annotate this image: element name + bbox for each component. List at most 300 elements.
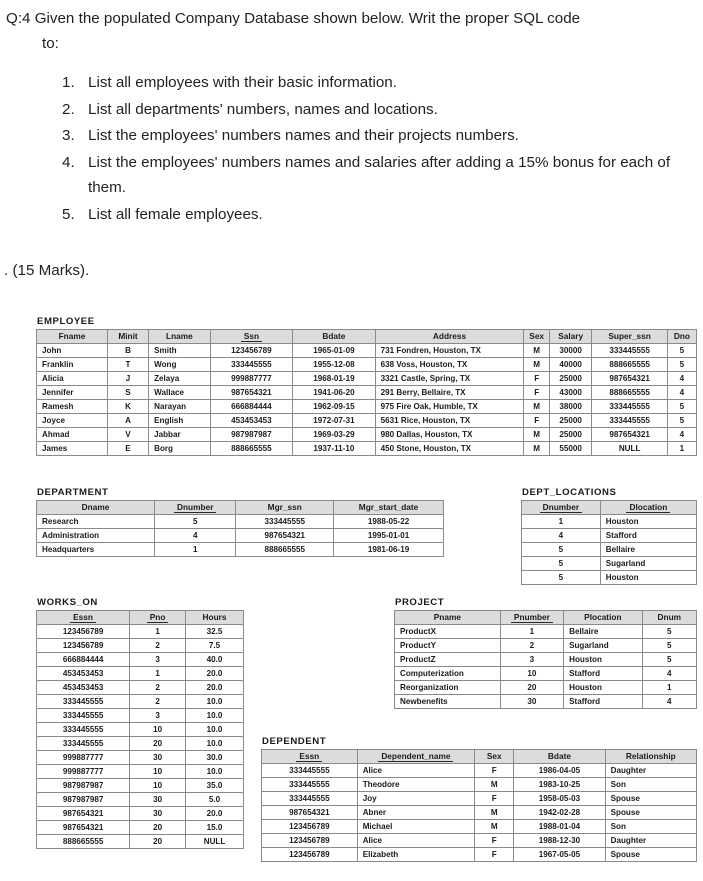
relation-works-on (36, 597, 244, 849)
cell-ssn: 666884444 (210, 400, 292, 414)
table-row (262, 764, 697, 778)
table-employee (36, 329, 697, 456)
relation-dependent (261, 736, 697, 862)
cell-lname: Smith (149, 344, 211, 358)
table-row (37, 442, 697, 456)
table-body (37, 344, 697, 456)
column-header-sex: Sex (475, 750, 514, 764)
cell-sex: M (475, 820, 514, 834)
table-row (37, 543, 444, 557)
cell-pname: Computerization (395, 667, 501, 681)
cell-essn: 453453453 (37, 681, 130, 695)
cell-pno: 3 (130, 653, 186, 667)
relation-project (394, 597, 697, 709)
question-item: List all female employees. (88, 205, 263, 223)
relation-department (36, 487, 444, 557)
table-row (522, 571, 697, 585)
table-row (37, 807, 244, 821)
table-row (37, 400, 697, 414)
cell-dlocation: Stafford (600, 529, 696, 543)
cell-bdate: 1942-02-28 (514, 806, 605, 820)
cell-dlocation: Houston (600, 515, 696, 529)
table-head (37, 611, 244, 625)
cell-relationship: Daughter (605, 834, 696, 848)
column-header-pno: Pno (130, 611, 186, 625)
column-header-dnumber: Dnumber (155, 501, 236, 515)
cell-dnum: 1 (642, 681, 696, 695)
cell-dname: Research (37, 515, 155, 529)
cell-sex: F (524, 414, 550, 428)
cell-essn: 987987987 (37, 793, 130, 807)
table-row (395, 653, 697, 667)
cell-essn: 333445555 (262, 792, 358, 806)
column-header-dnumber: Dnumber (522, 501, 601, 515)
table-row (37, 765, 244, 779)
column-header-minit: Minit (107, 330, 148, 344)
cell-sex: F (524, 372, 550, 386)
cell-pname: Newbenefits (395, 695, 501, 709)
cell-ssn: 987987987 (210, 428, 292, 442)
header-row (262, 750, 697, 764)
cell-bdate: 1965-01-09 (293, 344, 375, 358)
cell-bdate: 1972-07-31 (293, 414, 375, 428)
cell-ssn: 123456789 (210, 344, 292, 358)
table-row (37, 821, 244, 835)
cell-essn: 999887777 (37, 751, 130, 765)
cell-ssn: 999887777 (210, 372, 292, 386)
cell-bdate: 1962-09-15 (293, 400, 375, 414)
cell-salary: 43000 (549, 386, 591, 400)
table-row (37, 639, 244, 653)
cell-relationship: Spouse (605, 792, 696, 806)
cell-pno: 3 (130, 709, 186, 723)
cell-minit: K (107, 400, 148, 414)
table-department (36, 500, 444, 557)
cell-dno: 5 (667, 400, 696, 414)
question-item: List all departments' numbers, names and locations. (88, 100, 438, 118)
cell-dlocation: Bellaire (600, 543, 696, 557)
column-header-fname: Fname (37, 330, 108, 344)
cell-super_ssn: 333445555 (592, 414, 668, 428)
cell-essn: 123456789 (262, 848, 358, 862)
cell-salary: 25000 (549, 372, 591, 386)
cell-lname: Zelaya (149, 372, 211, 386)
cell-lname: Borg (149, 442, 211, 456)
relation-title-project: PROJECT (395, 597, 445, 608)
cell-ssn: 333445555 (210, 358, 292, 372)
question-item: List the employees' numbers names and salaries after adding a 15% bonus for each of them. (88, 153, 671, 196)
cell-pno: 30 (130, 793, 186, 807)
cell-hours: NULL (186, 835, 244, 849)
cell-salary: 40000 (549, 358, 591, 372)
table-works-on (36, 610, 244, 849)
cell-fname: Alicia (37, 372, 108, 386)
cell-pnumber: 30 (500, 695, 563, 709)
column-header-plocation: Plocation (564, 611, 643, 625)
cell-plocation: Stafford (564, 667, 643, 681)
cell-pno: 30 (130, 807, 186, 821)
cell-essn: 987987987 (37, 779, 130, 793)
table-row (37, 529, 444, 543)
column-header-essn: Essn (37, 611, 130, 625)
marks-label: . (15 Marks). (4, 262, 90, 279)
table-row (37, 667, 244, 681)
cell-dlocation: Sugarland (600, 557, 696, 571)
column-header-super_ssn: Super_ssn (592, 330, 668, 344)
table-head (395, 611, 697, 625)
cell-dependent_name: Michael (357, 820, 474, 834)
table-row (37, 751, 244, 765)
column-header-sex: Sex (524, 330, 550, 344)
cell-dnum: 4 (642, 695, 696, 709)
cell-plocation: Houston (564, 653, 643, 667)
cell-plocation: Bellaire (564, 625, 643, 639)
cell-dependent_name: Alice (357, 834, 474, 848)
table-row (37, 625, 244, 639)
cell-essn: 333445555 (37, 709, 130, 723)
table-row (37, 358, 697, 372)
cell-address: 638 Voss, Houston, TX (375, 358, 524, 372)
cell-dnumber: 1 (155, 543, 236, 557)
cell-pno: 10 (130, 765, 186, 779)
cell-sex: M (524, 442, 550, 456)
cell-relationship: Spouse (605, 806, 696, 820)
question-heading (0, 0, 703, 56)
question-item-list (0, 70, 703, 227)
cell-essn: 123456789 (37, 625, 130, 639)
cell-pno: 10 (130, 779, 186, 793)
cell-ssn: 453453453 (210, 414, 292, 428)
cell-dependent_name: Joy (357, 792, 474, 806)
cell-minit: V (107, 428, 148, 442)
cell-essn: 987654321 (262, 806, 358, 820)
cell-hours: 10.0 (186, 765, 244, 779)
cell-hours: 32.5 (186, 625, 244, 639)
table-body (262, 764, 697, 862)
cell-sex: M (475, 778, 514, 792)
column-header-hours: Hours (186, 611, 244, 625)
cell-pno: 30 (130, 751, 186, 765)
cell-dnumber: 5 (155, 515, 236, 529)
cell-mgr_start_date: 1988-05-22 (334, 515, 444, 529)
cell-fname: Jennifer (37, 386, 108, 400)
cell-essn: 888665555 (37, 835, 130, 849)
cell-super_ssn: 987654321 (592, 428, 668, 442)
relation-dept-locations (521, 487, 697, 585)
cell-pno: 20 (130, 835, 186, 849)
cell-fname: John (37, 344, 108, 358)
question-heading-line1: Q:4 Given the populated Company Database shown below. Writ the proper SQL code (6, 10, 581, 27)
cell-fname: Ramesh (37, 400, 108, 414)
cell-sex: M (524, 358, 550, 372)
cell-dnumber: 4 (155, 529, 236, 543)
cell-essn: 333445555 (262, 764, 358, 778)
cell-pname: Reorganization (395, 681, 501, 695)
cell-essn: 987654321 (37, 807, 130, 821)
cell-dnumber: 4 (522, 529, 601, 543)
column-header-dlocation: Dlocation (600, 501, 696, 515)
cell-dno: 5 (667, 358, 696, 372)
header-row (522, 501, 697, 515)
column-header-dno: Dno (667, 330, 696, 344)
cell-hours: 40.0 (186, 653, 244, 667)
table-row (37, 709, 244, 723)
table-body (37, 625, 244, 849)
cell-hours: 20.0 (186, 681, 244, 695)
cell-bdate: 1988-01-04 (514, 820, 605, 834)
relation-title-dept-locations: DEPT_LOCATIONS (522, 487, 617, 498)
cell-mgr_ssn: 888665555 (236, 543, 334, 557)
cell-bdate: 1941-06-20 (293, 386, 375, 400)
cell-address: 980 Dallas, Houston, TX (375, 428, 524, 442)
cell-pno: 1 (130, 667, 186, 681)
cell-dependent_name: Elizabeth (357, 848, 474, 862)
table-row (37, 344, 697, 358)
cell-hours: 7.5 (186, 639, 244, 653)
cell-address: 450 Stone, Houston, TX (375, 442, 524, 456)
cell-dnum: 4 (642, 667, 696, 681)
cell-dependent_name: Theodore (357, 778, 474, 792)
relation-title-department: DEPARTMENT (37, 487, 109, 498)
cell-pname: ProductX (395, 625, 501, 639)
table-row (37, 695, 244, 709)
cell-essn: 453453453 (37, 667, 130, 681)
cell-lname: Jabbar (149, 428, 211, 442)
cell-dname: Administration (37, 529, 155, 543)
table-row (37, 515, 444, 529)
cell-pname: ProductZ (395, 653, 501, 667)
cell-essn: 333445555 (37, 737, 130, 751)
cell-lname: Wallace (149, 386, 211, 400)
cell-sex: M (524, 428, 550, 442)
column-header-essn: Essn (262, 750, 358, 764)
table-row (37, 793, 244, 807)
cell-super_ssn: 888665555 (592, 386, 668, 400)
column-header-ssn: Ssn (210, 330, 292, 344)
cell-bdate: 1937-11-10 (293, 442, 375, 456)
header-row (37, 330, 697, 344)
table-row (262, 820, 697, 834)
cell-fname: Joyce (37, 414, 108, 428)
table-row (37, 681, 244, 695)
cell-salary: 25000 (549, 428, 591, 442)
cell-dno: 5 (667, 414, 696, 428)
cell-address: 731 Fondren, Houston, TX (375, 344, 524, 358)
cell-sex: M (524, 344, 550, 358)
cell-hours: 30.0 (186, 751, 244, 765)
cell-mgr_start_date: 1995-01-01 (334, 529, 444, 543)
cell-hours: 5.0 (186, 793, 244, 807)
cell-lname: English (149, 414, 211, 428)
cell-address: 3321 Castle, Spring, TX (375, 372, 524, 386)
cell-bdate: 1988-12-30 (514, 834, 605, 848)
cell-dnumber: 5 (522, 543, 601, 557)
table-row (395, 681, 697, 695)
table-row (37, 414, 697, 428)
cell-hours: 20.0 (186, 807, 244, 821)
cell-minit: S (107, 386, 148, 400)
column-header-pnumber: Pnumber (500, 611, 563, 625)
cell-essn: 123456789 (37, 639, 130, 653)
table-row (262, 806, 697, 820)
cell-dname: Headquarters (37, 543, 155, 557)
column-header-dependent_name: Dependent_name (357, 750, 474, 764)
cell-minit: B (107, 344, 148, 358)
table-row (37, 372, 697, 386)
cell-salary: 25000 (549, 414, 591, 428)
cell-address: 975 Fire Oak, Humble, TX (375, 400, 524, 414)
cell-address: 291 Berry, Bellaire, TX (375, 386, 524, 400)
relation-employee (36, 316, 697, 456)
cell-dno: 4 (667, 372, 696, 386)
cell-bdate: 1955-12-08 (293, 358, 375, 372)
cell-dno: 5 (667, 344, 696, 358)
cell-ssn: 888665555 (210, 442, 292, 456)
table-row (395, 639, 697, 653)
table-row (37, 779, 244, 793)
cell-pnumber: 1 (500, 625, 563, 639)
table-row (522, 515, 697, 529)
question-item: List the employees' numbers names and their projects numbers. (88, 127, 519, 144)
table-head (37, 501, 444, 515)
cell-bdate: 1969-03-29 (293, 428, 375, 442)
cell-sex: F (475, 834, 514, 848)
cell-fname: Ahmad (37, 428, 108, 442)
relation-title-dependent: DEPENDENT (262, 736, 327, 747)
cell-pnumber: 20 (500, 681, 563, 695)
cell-hours: 10.0 (186, 695, 244, 709)
table-row (395, 667, 697, 681)
column-header-address: Address (375, 330, 524, 344)
cell-hours: 10.0 (186, 737, 244, 751)
cell-dnumber: 1 (522, 515, 601, 529)
table-row (522, 557, 697, 571)
cell-essn: 333445555 (37, 723, 130, 737)
cell-sex: M (524, 400, 550, 414)
table-body (37, 515, 444, 557)
table-row (395, 625, 697, 639)
table-head (37, 330, 697, 344)
cell-essn: 333445555 (262, 778, 358, 792)
table-row (522, 529, 697, 543)
cell-essn: 123456789 (262, 820, 358, 834)
cell-dno: 4 (667, 386, 696, 400)
cell-lname: Wong (149, 358, 211, 372)
cell-pnumber: 10 (500, 667, 563, 681)
relation-title-employee: EMPLOYEE (37, 316, 95, 327)
table-body (395, 625, 697, 709)
column-header-lname: Lname (149, 330, 211, 344)
cell-ssn: 987654321 (210, 386, 292, 400)
table-project (394, 610, 697, 709)
question-item: List all employees with their basic information. (88, 74, 397, 91)
cell-hours: 20.0 (186, 667, 244, 681)
cell-bdate: 1986-04-05 (514, 764, 605, 778)
cell-essn: 333445555 (37, 695, 130, 709)
cell-salary: 30000 (549, 344, 591, 358)
cell-mgr_ssn: 333445555 (236, 515, 334, 529)
table-row (262, 792, 697, 806)
cell-relationship: Daughter (605, 764, 696, 778)
cell-relationship: Son (605, 778, 696, 792)
cell-address: 5631 Rice, Houston, TX (375, 414, 524, 428)
cell-super_ssn: 888665555 (592, 358, 668, 372)
cell-pname: ProductY (395, 639, 501, 653)
column-header-salary: Salary (549, 330, 591, 344)
cell-pno: 20 (130, 821, 186, 835)
cell-hours: 10.0 (186, 709, 244, 723)
cell-super_ssn: 333445555 (592, 400, 668, 414)
cell-dependent_name: Abner (357, 806, 474, 820)
column-header-bdate: Bdate (514, 750, 605, 764)
column-header-mgr_ssn: Mgr_ssn (236, 501, 334, 515)
cell-dnumber: 5 (522, 571, 601, 585)
cell-bdate: 1967-05-05 (514, 848, 605, 862)
question-heading-line2: to: (42, 35, 59, 52)
cell-dnum: 5 (642, 625, 696, 639)
cell-minit: A (107, 414, 148, 428)
cell-minit: J (107, 372, 148, 386)
table-row (37, 737, 244, 751)
table-row (37, 723, 244, 737)
cell-mgr_start_date: 1981-06-19 (334, 543, 444, 557)
cell-dnum: 5 (642, 653, 696, 667)
cell-essn: 999887777 (37, 765, 130, 779)
cell-sex: F (475, 848, 514, 862)
cell-sex: M (475, 806, 514, 820)
column-header-dname: Dname (37, 501, 155, 515)
cell-pno: 10 (130, 723, 186, 737)
cell-minit: T (107, 358, 148, 372)
cell-sex: F (524, 386, 550, 400)
relation-title-works-on: WORKS_ON (37, 597, 98, 608)
cell-plocation: Houston (564, 681, 643, 695)
column-header-dnum: Dnum (642, 611, 696, 625)
table-row (37, 386, 697, 400)
cell-pnumber: 2 (500, 639, 563, 653)
cell-dnum: 5 (642, 639, 696, 653)
cell-pno: 20 (130, 737, 186, 751)
column-header-mgr_start_date: Mgr_start_date (334, 501, 444, 515)
cell-super_ssn: 333445555 (592, 344, 668, 358)
cell-bdate: 1983-10-25 (514, 778, 605, 792)
cell-pno: 2 (130, 695, 186, 709)
cell-relationship: Spouse (605, 848, 696, 862)
table-row (395, 695, 697, 709)
table-dependent (261, 749, 697, 862)
column-header-pname: Pname (395, 611, 501, 625)
table-row (262, 778, 697, 792)
cell-essn: 666884444 (37, 653, 130, 667)
cell-minit: E (107, 442, 148, 456)
cell-lname: Narayan (149, 400, 211, 414)
cell-pno: 1 (130, 625, 186, 639)
cell-plocation: Sugarland (564, 639, 643, 653)
cell-pno: 2 (130, 639, 186, 653)
column-header-relationship: Relationship (605, 750, 696, 764)
cell-essn: 987654321 (37, 821, 130, 835)
table-head (262, 750, 697, 764)
cell-hours: 35.0 (186, 779, 244, 793)
cell-dependent_name: Alice (357, 764, 474, 778)
cell-salary: 55000 (549, 442, 591, 456)
table-row (37, 653, 244, 667)
cell-dno: 4 (667, 428, 696, 442)
cell-plocation: Stafford (564, 695, 643, 709)
table-head (522, 501, 697, 515)
cell-hours: 10.0 (186, 723, 244, 737)
cell-bdate: 1968-01-19 (293, 372, 375, 386)
